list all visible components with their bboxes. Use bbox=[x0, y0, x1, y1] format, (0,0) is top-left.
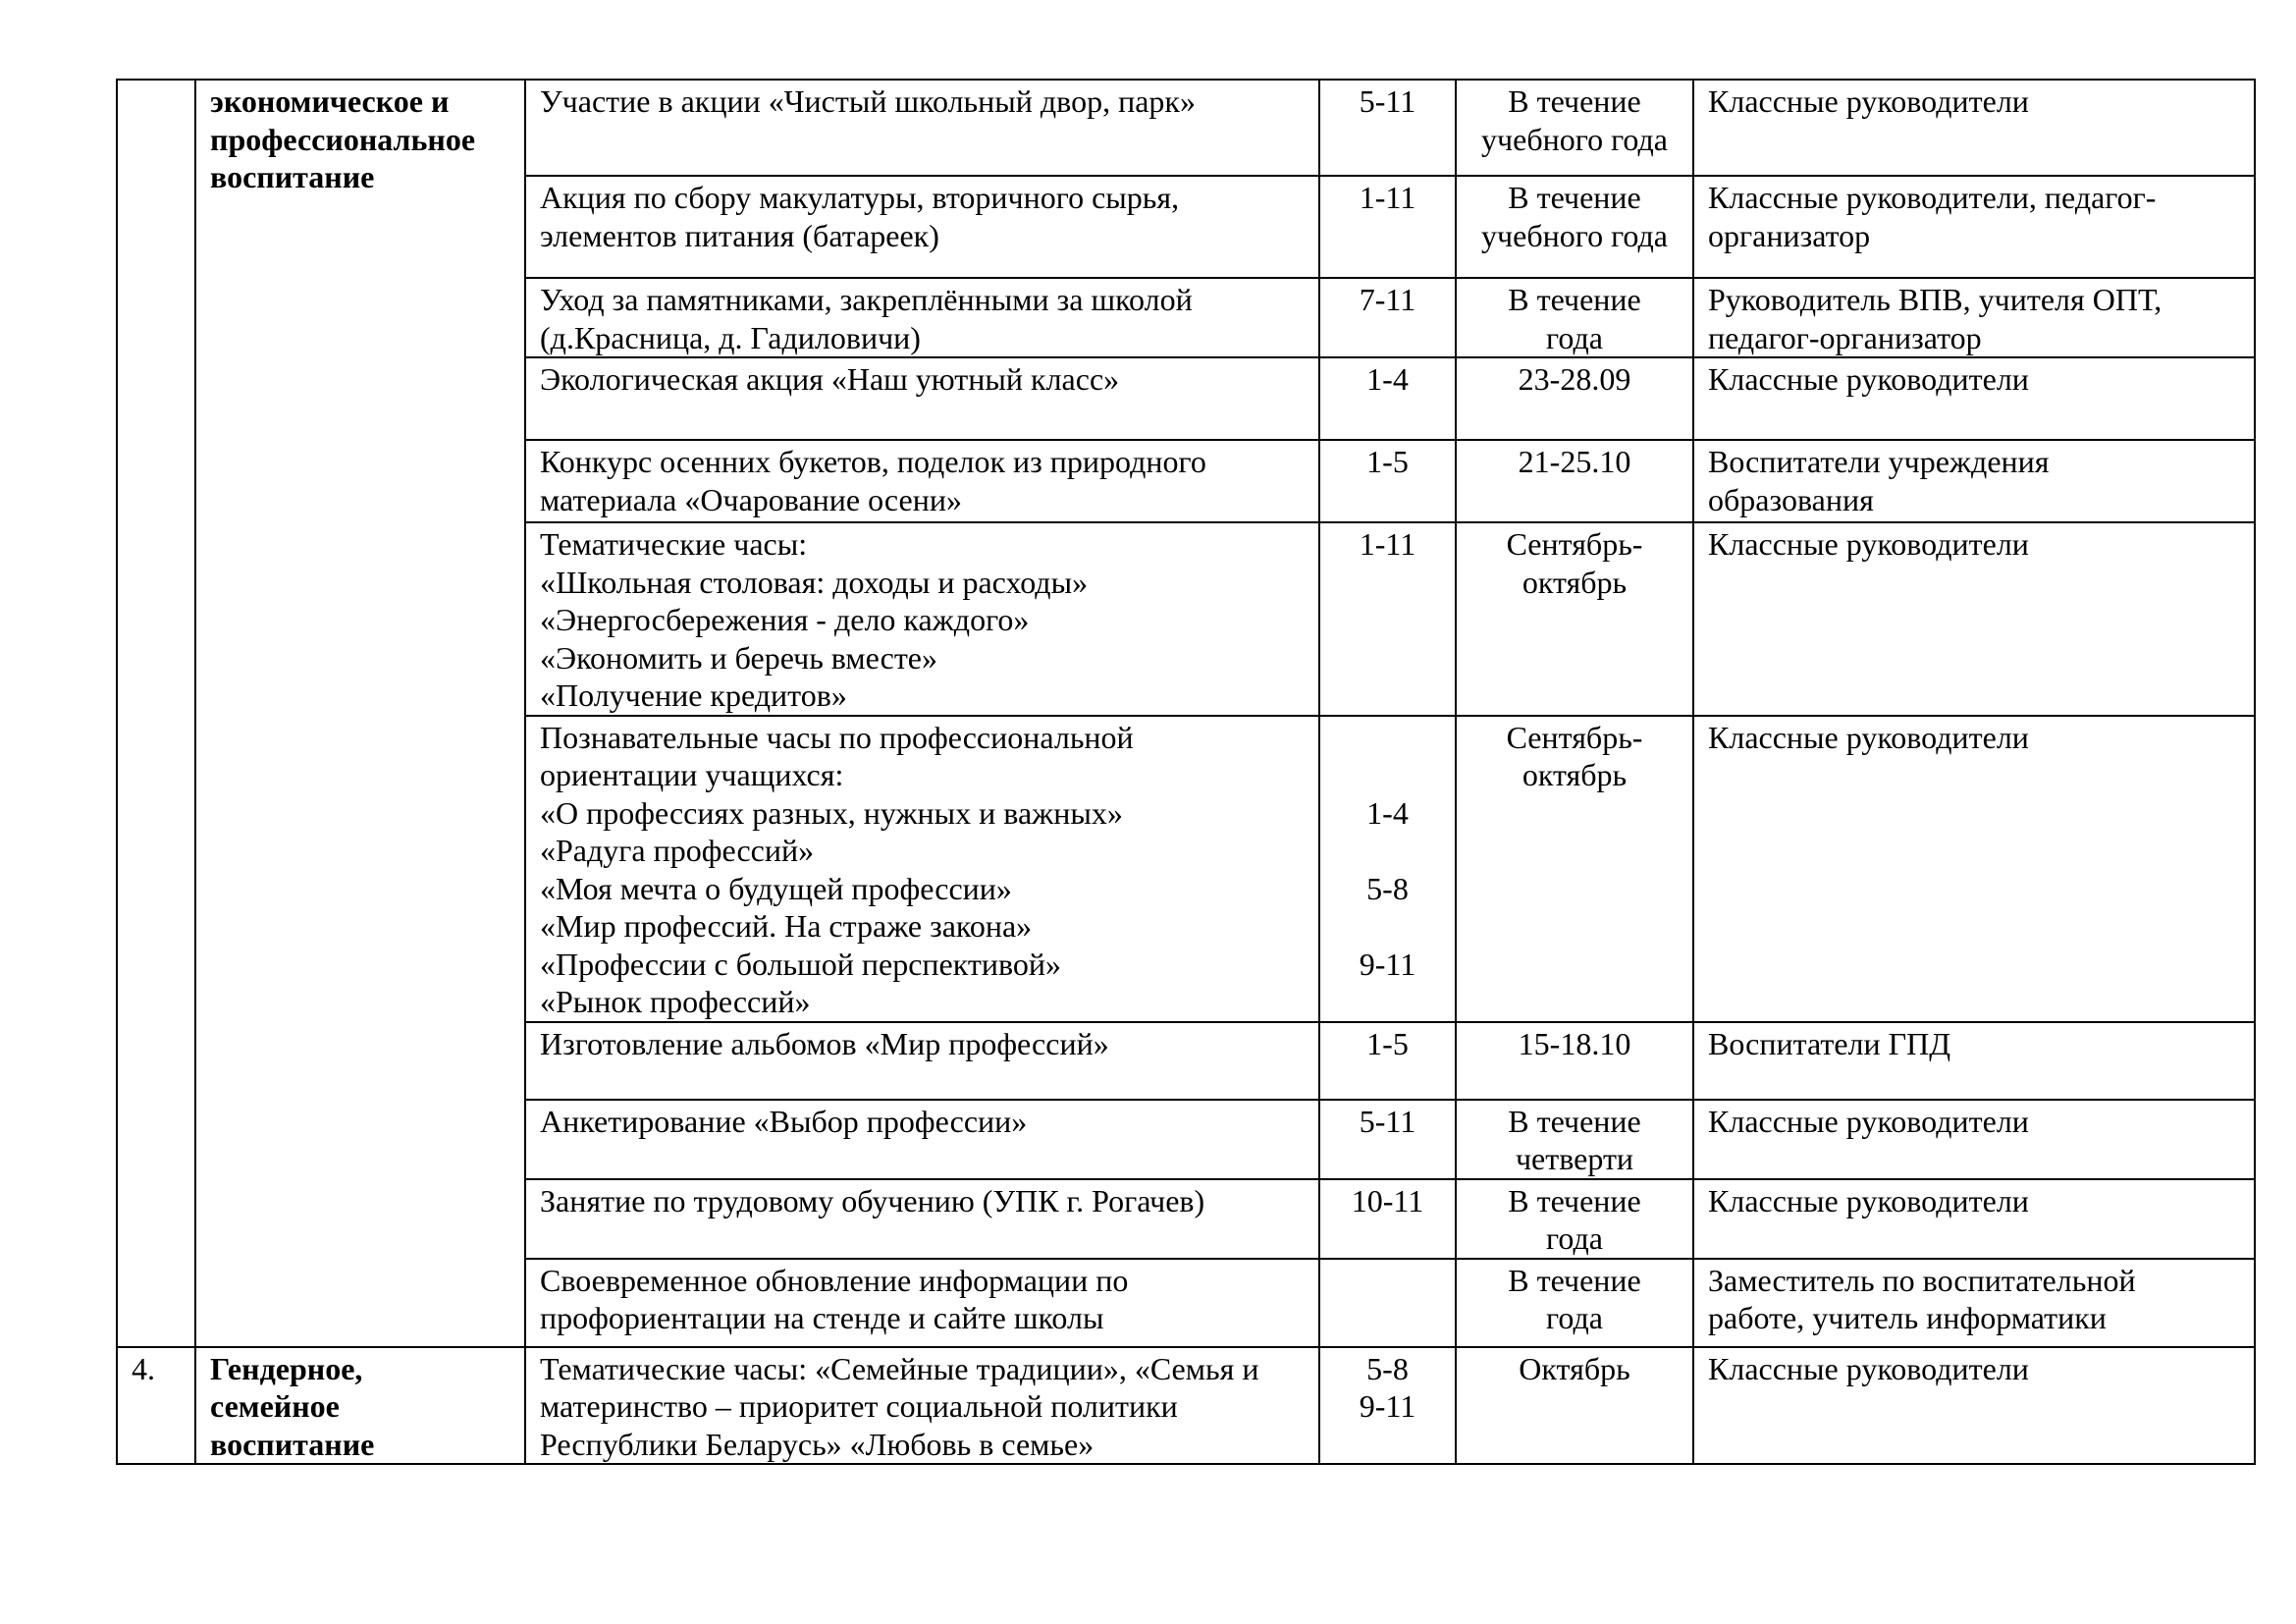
text-line: В течение bbox=[1508, 282, 1641, 317]
grades-cell bbox=[1319, 522, 1456, 716]
grades-cell bbox=[1319, 716, 1456, 1022]
grades-cell bbox=[1319, 1347, 1456, 1465]
responsible-cell bbox=[1693, 1100, 2255, 1179]
text-line bbox=[1334, 907, 1441, 946]
responsible-cell bbox=[1693, 1022, 2255, 1100]
text-line: Классные руководители bbox=[1708, 1350, 2029, 1386]
text-line: «Моя мечта о будущей профессии» bbox=[540, 870, 1012, 906]
text-line: 5-11 bbox=[1359, 83, 1416, 119]
text-line: 9-11 bbox=[1359, 1388, 1416, 1424]
responsible-cell bbox=[1693, 440, 2255, 522]
grades-cell bbox=[1319, 1179, 1456, 1259]
event-cell bbox=[525, 357, 1319, 440]
section-title-line: экономическое и bbox=[210, 83, 450, 119]
event-cell bbox=[525, 440, 1319, 522]
section-title-line: воспитание bbox=[210, 1426, 375, 1462]
text-line: Классные руководители bbox=[1708, 719, 2029, 755]
text-line: образования bbox=[1708, 481, 1874, 517]
text-line: Своевременное обновление информации по bbox=[540, 1262, 1129, 1298]
text-line: Конкурс осенних букетов, поделок из природного bbox=[540, 444, 1206, 479]
text-line: Познавательные часы по профессиональной bbox=[540, 719, 1134, 755]
text-line: 5-11 bbox=[1359, 1103, 1416, 1139]
period-cell bbox=[1456, 1259, 1693, 1347]
text-line: В течение bbox=[1508, 1182, 1641, 1218]
section-title-line: Гендерное, bbox=[210, 1350, 363, 1386]
event-cell bbox=[525, 1022, 1319, 1100]
section-number-cell bbox=[117, 1347, 195, 1465]
text-line: работе, учитель информатики bbox=[1708, 1300, 2107, 1335]
text-line: учебного года bbox=[1481, 121, 1668, 157]
text-line: Воспитатели учреждения bbox=[1708, 444, 2050, 479]
text-line: Октябрь bbox=[1519, 1350, 1630, 1386]
text-line: педагог-организатор bbox=[1708, 319, 1982, 355]
event-cell bbox=[525, 716, 1319, 1022]
text-line: «Получение кредитов» bbox=[540, 677, 847, 713]
grades-cell bbox=[1319, 176, 1456, 278]
plan-table bbox=[116, 79, 2256, 1465]
grades-cell bbox=[1319, 357, 1456, 440]
period-cell bbox=[1456, 522, 1693, 716]
text-line: 1-4 bbox=[1366, 361, 1409, 397]
period-cell bbox=[1456, 1347, 1693, 1465]
grades-cell bbox=[1319, 1259, 1456, 1347]
responsible-cell bbox=[1693, 278, 2255, 357]
period-cell bbox=[1456, 1022, 1693, 1100]
text-line: профориентации на стенде и сайте школы bbox=[540, 1300, 1104, 1335]
text-line: В течение bbox=[1508, 1262, 1641, 1298]
event-cell bbox=[525, 1100, 1319, 1179]
text-line: Анкетирование «Выбор профессии» bbox=[540, 1103, 1028, 1139]
text-line: Сентябрь- bbox=[1506, 719, 1643, 755]
period-cell bbox=[1456, 176, 1693, 278]
responsible-cell bbox=[1693, 176, 2255, 278]
text-line: октябрь bbox=[1522, 757, 1628, 792]
event-cell bbox=[525, 522, 1319, 716]
period-cell bbox=[1456, 716, 1693, 1022]
text-line: 15-18.10 bbox=[1518, 1025, 1631, 1061]
responsible-cell bbox=[1693, 716, 2255, 1022]
text-line: 23-28.09 bbox=[1518, 361, 1631, 397]
grades-cell bbox=[1319, 1100, 1456, 1179]
text-line: Заместитель по воспитательной bbox=[1708, 1262, 2136, 1298]
text-line: Классные руководители bbox=[1708, 361, 2029, 397]
text-line bbox=[1334, 1262, 1441, 1300]
text-line: Уход за памятниками, закреплёнными за школой bbox=[540, 282, 1193, 317]
section-title-line: воспитание bbox=[210, 159, 375, 194]
grades-cell bbox=[1319, 1022, 1456, 1100]
text-line: 21-25.10 bbox=[1518, 444, 1631, 479]
text-line bbox=[1334, 756, 1441, 794]
text-line: Классные руководители bbox=[1708, 1103, 2029, 1139]
responsible-cell bbox=[1693, 357, 2255, 440]
text-line: «Профессии с большой перспективой» bbox=[540, 946, 1061, 982]
text-line: материнство – приоритет социальной политики bbox=[540, 1388, 1178, 1424]
grades-cell bbox=[1319, 440, 1456, 522]
text-line: октябрь bbox=[1522, 564, 1628, 600]
responsible-cell bbox=[1693, 1179, 2255, 1259]
text-line: Республики Беларусь» «Любовь в семье» bbox=[540, 1426, 1095, 1462]
section-title-line: профессиональное bbox=[210, 121, 476, 157]
text-line: «Рынок профессий» bbox=[540, 984, 811, 1019]
text-line: 7-11 bbox=[1359, 282, 1416, 317]
text-line: «Радуга профессий» bbox=[540, 833, 815, 868]
event-cell bbox=[525, 1347, 1319, 1465]
text-line: В течение bbox=[1508, 83, 1641, 119]
table-row bbox=[117, 80, 2255, 176]
text-line: года bbox=[1546, 1220, 1603, 1256]
text-line: 9-11 bbox=[1359, 946, 1416, 982]
section-title-cell bbox=[195, 80, 525, 1347]
period-cell bbox=[1456, 278, 1693, 357]
section-title-line: семейное bbox=[210, 1388, 340, 1424]
period-cell bbox=[1456, 1179, 1693, 1259]
text-line: В течение bbox=[1508, 180, 1641, 215]
text-line: Занятие по трудовому обучению (УПК г. Рогачев) bbox=[540, 1182, 1205, 1218]
text-line: 1-11 bbox=[1359, 180, 1416, 215]
responsible-cell bbox=[1693, 1259, 2255, 1347]
text-line: Классные руководители bbox=[1708, 83, 2029, 119]
text-line: организатор bbox=[1708, 217, 1871, 253]
text-line bbox=[1334, 832, 1441, 870]
event-cell bbox=[525, 80, 1319, 176]
text-line: Сентябрь- bbox=[1506, 526, 1643, 562]
responsible-cell bbox=[1693, 522, 2255, 716]
text-line: «Школьная столовая: доходы и расходы» bbox=[540, 564, 1089, 600]
section-number-cell bbox=[117, 80, 195, 1347]
text-line: Экологическая акция «Наш уютный класс» bbox=[540, 361, 1120, 397]
text-line: 1-5 bbox=[1366, 444, 1409, 479]
text-line: Изготовление альбомов «Мир профессий» bbox=[540, 1025, 1109, 1061]
text-line: Руководитель ВПВ, учителя ОПТ, bbox=[1708, 282, 2163, 317]
text-line: элементов питания (батареек) bbox=[540, 217, 939, 253]
text-line: «О профессиях разных, нужных и важных» bbox=[540, 794, 1123, 831]
section-number: 4. bbox=[132, 1350, 155, 1386]
section-title-cell bbox=[195, 1347, 525, 1465]
period-cell bbox=[1456, 1100, 1693, 1179]
text-line: «Энергосбережения - дело каждого» bbox=[540, 602, 1030, 637]
period-cell bbox=[1456, 440, 1693, 522]
text-line: Участие в акции «Чистый школьный двор, парк» bbox=[540, 83, 1196, 119]
event-cell bbox=[525, 278, 1319, 357]
responsible-cell bbox=[1693, 1347, 2255, 1465]
text-line: Тематические часы: «Семейные традиции», «Семья и bbox=[540, 1350, 1259, 1386]
responsible-cell bbox=[1693, 80, 2255, 176]
text-line bbox=[1334, 719, 1441, 757]
text-line bbox=[1334, 983, 1441, 1021]
text-line: Классные руководители, педагог- bbox=[1708, 180, 2157, 215]
period-cell bbox=[1456, 357, 1693, 440]
text-line: 5-8 bbox=[1366, 870, 1409, 906]
period-cell bbox=[1456, 80, 1693, 176]
text-line: Акция по сбору макулатуры, вторичного сырья, bbox=[540, 180, 1180, 215]
text-line: 5-8 bbox=[1366, 1350, 1409, 1386]
text-line: Тематические часы: bbox=[540, 526, 808, 562]
text-line: (д.Красница, д. Гадиловичи) bbox=[540, 319, 921, 355]
text-line: учебного года bbox=[1481, 217, 1668, 253]
text-line: года bbox=[1546, 319, 1603, 355]
text-line: материала «Очарование осени» bbox=[540, 481, 962, 517]
text-line: 1-11 bbox=[1359, 526, 1416, 562]
text-line: 1-5 bbox=[1366, 1025, 1409, 1061]
text-line: 1-4 bbox=[1366, 794, 1409, 831]
text-line: Воспитатели ГПД bbox=[1708, 1025, 1951, 1061]
grades-cell bbox=[1319, 278, 1456, 357]
grades-cell bbox=[1319, 80, 1456, 176]
text-line: «Мир профессий. На страже закона» bbox=[540, 908, 1033, 944]
text-line: ориентации учащихся: bbox=[540, 757, 844, 792]
event-cell bbox=[525, 176, 1319, 278]
text-line: четверти bbox=[1515, 1141, 1634, 1176]
text-line: года bbox=[1546, 1300, 1603, 1335]
event-cell bbox=[525, 1259, 1319, 1347]
text-line: В течение bbox=[1508, 1103, 1641, 1139]
text-line: Классные руководители bbox=[1708, 526, 2029, 562]
text-line: «Экономить и беречь вместе» bbox=[540, 639, 937, 676]
table-row bbox=[117, 1347, 2255, 1465]
event-cell bbox=[525, 1179, 1319, 1259]
text-line: Классные руководители bbox=[1708, 1182, 2029, 1218]
text-line: 10-11 bbox=[1351, 1182, 1424, 1218]
